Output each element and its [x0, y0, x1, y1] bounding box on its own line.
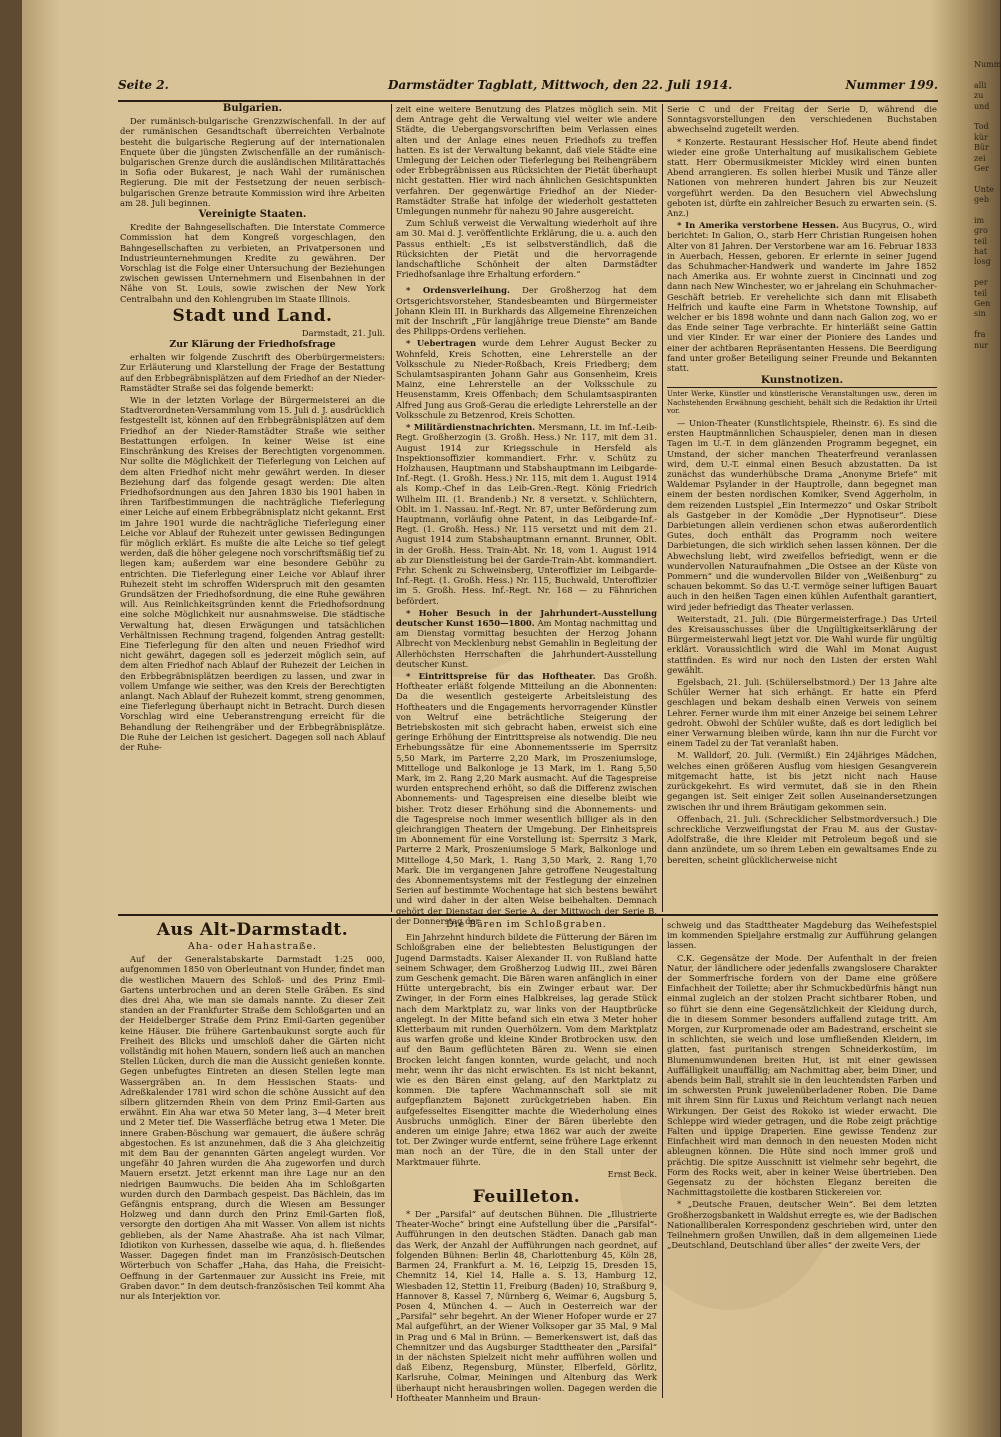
article-staaten: Kredite der Bahngesellschaften. Die Interstate Commerce Commission hat dem Kongreß vorgeschlagen, den Bahngesellschaften zu verbieten, an Privatpersonen und Industrieunternehmungen Kredite zu gewähren. Der Vorschlag ist die Folge einer Untersuchung der Beziehungen zwischen gewissen Unternehmern und Eisenbahnen in der Nähe von St. Louis, sowie zwischen der New York Centralbahn und den Kohlengruben im Staate Illinois. [120, 222, 385, 304]
article-weiterstadt: Weiterstadt, 21. Juli. (Die Bürgermeisterfrage.) Das Urteil des Kreisausschusses über die Ungültigkeitserklärung der Bürgermeisterwahl liegt jetzt vor. Die Wahl wurde für ungültig erklärt. Voraussichtlich wird die Wahl im Monat August stattfinden. Es wird nur noch den Listen der ersten Wahl gewählt. [667, 613, 937, 675]
column-1 [120, 104, 385, 912]
page-number: Seite 2. [118, 78, 169, 92]
article-title-militaer: * Militärdienstnachrichten. [406, 422, 536, 433]
article-title-uebertragen: * Uebertragen [406, 338, 477, 349]
section-title-stadt-und-land: Stadt und Land. [172, 305, 333, 326]
article-mode: C.K. Gegensätze der Mode. Der Aufenthalt in der freien Natur, der ländlichere oder jedenfalls zwangslosere Charakter der Sommerfrische fordern von der Dame eine größere Einfachheit der Toilette; aber ihr Schmuckbedürfnis hängt nun einmal zugleich an der stolzen Pracht sichtbarer Roben, und so führt sie denn eine Gegensätzlichkeit der Kleidung durch, die in diesem Sommer besonders auffallend zutage tritt. Am Morgen, zur Kurpromenade oder am Badestrand, erscheint sie in schlichten, sie weich und lose umfließenden Kleidern, im glatten, fast puritanisch strengen Schneiderkostüm, im Blumenumwundenen breiten Hut, ist mit einer gewissen Auffälligkeit unauffällig; am Nachmittag aber, beim Diner, und abends beim Ball, strahlt sie in den leuchtendsten Farben und im schwersten Prunk juwelenüberladener Roben. Die Dame mit ihrem Sinn für Luxus und Reichtum verlangt nach neuen Wirkungen. Der Geist des Rokoko ist wieder erwacht. Die Schleppe wird wieder getragen, und die Robe zeigt prächtige Falten und üppige Draperien. Eine gewisse Tendenz zur Einfachheit wird man dennoch in den neuesten Moden nicht ableugnen können. Die Hüte sind noch immer groß und prächtig. Die spitze Ausschnitt ist vielmehr sehr begehrt, die Form des Rocks weit, aber in keiner Weise übertrieben. Den Gegensatz zu der höchsten Eleganz bereiten die Nachmittagstoilette die kostbaren Stickereien vor. [667, 952, 937, 1198]
article-bulgarien: Der rumänisch-bulgarische Grenzzwischenfall. In der auf der rumänischen Gesandtschaft überreichten Verbalnote besteht die bulgarische Regierung auf der internationalen Enquete über die jüngsten Zwischenfälle an der rumänisch-bulgarischen Grenze durch die ausländischen Militärattachés in Sofia oder Bukarest, je nach Wahl der rumänischen Regierung. Die mit der Festsetzung der neuen serbisch-bulgarischen Grenze betraute Kommission wird ihre Arbeiten am 28. Juli beginnen. [120, 116, 385, 208]
section-title-feuilleton: Feuilleton. [472, 1187, 581, 1208]
article-title-amerika: * In Amerika verstorbene Hessen. [677, 220, 839, 231]
column-rule [391, 104, 392, 912]
article-title-friedhof: Zur Klärung der Friedhofsfrage [169, 339, 336, 351]
next-page-edge [968, 0, 1000, 1437]
section-title-bulgarien: Bulgarien. [222, 103, 283, 114]
article-offenbach: Offenbach, 21. Juli. (Schrecklicher Selbstmordversuch.) Die schreckliche Verzweiflungstat der Frau M. aus der Gustav-Adolfstraße, die ihre Kleider mit Petroleum begoß und sie dann anzündete, um so ihrem Leben ein gewaltsames Ende zu bereiten, scheint glücklicherweise nicht [667, 813, 937, 865]
article-amerika: Aus Bucyrus, O., wird berichtet: In Galion, O., starb Herr Christian Rungeisen hohen Alter von 81 Jahren. Der Verstorbene war am 16. Februar 1833 in Auerbach, Hessen, geboren. Er erlernte in seiner Jugend das Schuhmacher-Handwerk und wanderte im Jahre 1852 nach Amerika aus. Er wohnte zuerst in Cincinnati und zog dann nach New Winchester, wo er jahrelang ein Schuhmacher-Geschäft betrieb. Er verehelichte sich dann mit Elisabeth Helfrich und kaufte eine Farm in Whetstone Township, auf welcher er bis 1898 wohnte und dann nach Galion zog, wo er das Ende seiner Tage verbrachte. Er hinterläßt seine Gattin und vier Kinder. Er war einer der Pioniere des Landes und einer der achtbaren Repräsentanten Hessens. Die Beerdigung fand unter großer Beteiligung seiner Freunde und Bekannten statt. [667, 220, 937, 374]
article-parsifal-continued: schweig und das Stadttheater Magdeburg das Weihefestspiel im kommenden Spieljahre erstmalig zur Aufführung gelangen lassen. [667, 920, 937, 951]
lower-column-3 [667, 920, 937, 1398]
page-header [118, 78, 938, 102]
article-friedhof-intro: erhalten wir folgende Zuschrift des Oberbürgermeisters: Zur Erläuterung und Klarstellung der Frage der Bestattung auf den Erbbegräbnisplätzen auf dem Friedhof an der Nieder-Ramstädter Straße sei das folgende bemerkt: [120, 352, 385, 393]
article-eintritt-continued: Serie C und der Freitag der Serie D, während die Sonntagsvorstellungen den verschiedenen Buchstaben abwechselnd zugeteilt werden. [667, 104, 937, 135]
article-besuch: Am Montag nachmittag und am Dienstag vormittag besuchten der Herzog Johann Albrecht von Mecklenburg nebst Gemahlin in Begleitung der Allerhöchsten Herrschaften die Jahrhundert-Ausstellung deutscher Kunst. [396, 617, 657, 669]
kunst-disclaimer: Unter Werke, Künstler und künstlerische Veranstaltungen usw., deren im Nachstehenden Erwähnung geschieht, behält sich die Redaktion ihr Urteil vor. [667, 390, 937, 416]
column-rule [391, 918, 392, 1398]
article-baeren: Ein Jahrzehnt hindurch bildete die Fütterung der Bären im Schloßgraben eine der beliebtesten Belustigungen der Jugend Darmstadts. Kaiser Alexander II. von Rußland hatte seinem Schwager, dem Großherzog Ludwig III., zwei Bären zum Geschenk gemacht. Die Bären waren anfänglich in einer Hütte untergebracht, bis ein Zwinger erbaut war. Der Zwinger, in der Form eines Halbkreises, lag gerade Stück nach dem Marktplatz zu, war links von der Hauptbrücke angelegt. In der Mitte befand sich ein etwa 3 Meter hoher Kletterbaum mit runden Querhölzern. Vom dem Marktplatz aus warfen große und kleine Kinder Brotbrocken usw. den auf den Baum geflüchteten Bären zu. Wenn sie einen Brocken leicht fangen konnten, wurde gelacht, und noch mehr, wenn ihr das nicht erwischten. Es ist nicht bekannt, wie es den Bären einst gelang, auf den Marktplatz zu kommen. Die tapfere Wachmannschaft soll sie mit aufgepflanztem Bajonett zurückgetrieben haben. Ein aufgefesseltes Eisengitter machte die Wiederholung eines Ausbruchs unmöglich. Einer der Bären überlebte den anderen um einige Jahre; etwa 1862 war auch der zweite tot. Der Zwinger wurde entfernt, seine frühere Lage erkennt man noch an der Türe, die in den Stall unter der Marktmauer führte. [396, 932, 657, 1167]
next-page-text: Numm alli zu und Tod kür Bür zei Ger Unte geb im gro teil hat losg per teil Gen sin fra nur [974, 60, 1001, 350]
column-rule [662, 918, 663, 1398]
article-alt-darmstadt: Auf der Generalstabskarte Darmstadt 1:25 000, aufgenommen 1850 von Oberleutnant von Hunder, findet man die westlichen Mauern des Schloß- und des Prinz Emil-Gartens unterbrochen und an deren Stelle Gräben. Es sind dies drei Aha, wie man sie damals nannte. Zu dieser Zeit standen an der Frankfurter Straße dem Schloßgarten und an der Heidelberger Straße dem Prinz Emil-Garten gegenüber keine Häuser. Die frühere Gartenbaukunst sorgte auch für Freiheit des Blicks und umschloß daher die Gärten nicht vollständig mit hohen Mauern, sondern ließ auch an manchen Stellen Lücken, durch die man die Aussicht genießen konnte. Gegen unbefugtes Eintreten an diesen Stellen legte man Wassergräben an. In dem Hessischen Staats- und Adreßkalender 1781 wird schon die schöne Aussicht auf den silbern glitzernden Rhein von dem Prinz Emil-Garten aus erwähnt. Ein Aha war etwa 50 Meter lang, 3—4 Meter breit und 2 Meter tief. Die Wasserfläche betrug etwa 1 Meter. Die innere Graben-Böschung war gemauert, die äußere schräg abgestochen. Es ist anzunehmen, daß die 3 Aha gleichzeitig mit dem Bau der genannten Gärten angelegt wurden. Vor ungefähr 40 Jahren wurden die Aha zugeworfen und durch Mauern ersetzt. Jetzt erkennt man ihre Lage nur an den niedrigen Baumwuchs. Die beiden Aha im Schloßgarten wurden durch den Darmbach gespeist. Das Bächlein, das im Gefängnis entsprang, durch die Wiesen am Bessunger Holzweg und dann durch den Prinz Emil-Garten floß, versorgte den dortigen Aha mit Wasser. Von allem ist nichts geblieben, als der Name Ahastraße. Aha ist nach Vilmar, Idiotikon von Kurhessen, dasselbe wie aqua, d. h. fließendes Wasser. Dagegen findet man im Französisch-Deutschen Wörterbuch von Schaffer „Haha, das Haha, die Freisicht-Oeffnung in der Gartenmauer zur Aussicht ins Freie, mit Graben davor.“ In dem deutsch-französischen Teil kommt Aha nur als Interjektion vor. [120, 954, 385, 1301]
lower-column-1 [120, 920, 385, 1398]
masthead: Darmstädter Tagblatt, Mittwoch, den 22. Juli 1914. [388, 78, 733, 92]
dateline: Darmstadt, 21. Juli. [301, 327, 385, 338]
article-militaer: Mersmann, Lt. im Inf.-Leib-Regt. Großherzogin (3. Großh. Hess.) Nr. 117, mit dem 31. August 1914 zur Kriegsschule in Hersfeld als Inspektionsoffizier kommandiert. Frhr. v. Schütz zu Holzhausen, Hauptmann und Stabshauptmann im Leibgarde-Inf.-Regt. (1. Großh. Hess.) Nr. 115, mit dem 1. August 1914 als Komp.-Chef in das Leib-Gren.-Regt. König Friedrich Wilhelm III. (1. Brandenb.) Nr. 8 versetzt. v. Schlüchtern, Oblt. im 1. Nassau. Inf.-Regt. Nr. 87, unter Beförderung zum Hauptmann, vorläufig ohne Patent, in das Leibgarde-Inf.-Regt. (1. Großh. Hess.) Nr. 115 versetzt und mit dem 21. August 1914 zum Stabshauptmann ernannt. Brunner, Oblt. in der Großh. Hess. Train-Abt. Nr. 18, vom 1. August 1914 ab zur Dienstleistung bei der Garde-Train-Abt. kommandiert. Frhr. Schenk zu Schweinsberg, Unteroffizier im Leibgarde-Inf.-Regt. (1. Großh. Hess.) Nr. 115, Buchwald, Unteroffizier im 5. Großh. Hess. Inf.-Regt. Nr. 168 — zu Fähnrichen befördert. [396, 422, 658, 606]
article-egelsbach: Egelsbach, 21. Juli. (Schülerselbstmord.) Der 13 Jahre alte Schüler Werner hat sich erhängt. Er hatte ein Pferd geschlagen und bekam deshalb einen Verweis von seinem Lehrer. Ferner wurde ihm mit einer Anzeige bei seinem Lehrer gedroht. Obwohl der Schüler wußte, daß es dort lediglich bei einer Verwarnung bleiben würde, kann ihn nur die Furcht vor einem Tadel zu der Tat veranlaßt haben. [667, 677, 937, 749]
section-title-kunstnotizen: Kunstnotizen. [667, 375, 937, 388]
column-rule [662, 104, 663, 912]
article-title-baeren: Die Bären im Schloßgraben. [446, 919, 607, 930]
article-walldorf: M. Walldorf, 20. Juli. (Vermißt.) Ein 24jähriges Mädchen, welches einen größeren Ausflug vom hiesigen Gesangverein mitgemacht hatte, ist bis jetzt nicht nach Hause zurückgekehrt. Es wird vermutet, daß sie in den Rhein gegangen ist. Seit einiger Zeit sollen Auseinandersetzungen zwischen ihr und ihrem Bräutigam gekommen sein. [667, 750, 937, 812]
article-parsifal: * Der „Parsifal“ auf deutschen Bühnen. Die „Illustrierte Theater-Woche“ bringt eine Aufstellung über die „Parsifal“-Aufführungen in den deutschen Städten. Danach gab man das Werk, der Anzahl der Aufführungen nach geordnet, auf folgenden Bühnen: Berlin 48, Charlottenburg 45, Köln 28, Barmen 24, Frankfurt a. M. 16, Leipzig 15, Dresden 15, Chemnitz 14, Kiel 14, Halle a. S. 13, Hamburg 12, Wiesbaden 12, Stettin 11, Freiburg (Baden) 10, Straßburg 9, Hannover 8, Kassel 7, Nürnberg 6, Weimar 6, Augsburg 5, Posen 4, München 4. — Auch in Oesterreich war der „Parsifal“ sehr begehrt. An der Wiener Hofoper wurde er 27 Mal aufgeführt, an der Wiener Volksoper gar 35 Mal, 9 Mal in Prag und 6 Mal in Brünn. — Bemerkenswert ist, daß das Chemnitzer und das Augsburger Stadttheater den „Parsifal“ in der nächsten Spielzeit nicht mehr aufführen wollen und daß Eibenz, Regensburg, Münster, Elberfeld, Görlitz, Karlsruhe, Colmar, Meiningen und Altenburg das Werk überhaupt nicht herausbringen wollen. Dagegen werden die Hoftheater Mannheim und Braun- [396, 1209, 657, 1403]
article-friedhof-closing: Zum Schluß verweist die Verwaltung wiederholt auf ihre am 30. Mai d. J. veröffentlichte Erklärung, die u. a. auch den Passus enthielt: „Es ist selbstverständlich, daß die Rücksichten der Pietät und die hervorragende landschaftliche Schönheit der alten Darmstädter Friedhofsanlage ihre Erhaltung erfordern.“ [396, 218, 657, 280]
section-title-staaten: Vereinigte Staaten. [198, 209, 307, 221]
lower-column-2 [396, 919, 657, 1403]
section-title-alt-darmstadt: Aus Alt-Darmstadt. [156, 920, 349, 940]
book-binding [0, 0, 22, 1437]
author-signature: Ernst Beck. [607, 1168, 657, 1179]
article-subtitle-aha: Aha- oder Hahastraße. [187, 941, 318, 952]
article-title-eintritt: * Eintrittspreise für das Hoftheater. [406, 670, 596, 681]
article-orden: Der Großherzog hat dem Ortsgerichtsvorsteher, Standesbeamten und Bürgermeister Johann Klein III. in Burkhards das Allgemeine Ehrenzeichen mit der Inschrift „Für langjährige treue Dienste“ am Bande des Philipps-Ordens verliehen. [396, 285, 657, 337]
issue-number: Nummer 199. [845, 78, 938, 92]
article-title-orden: * Ordensverleihung. [406, 285, 510, 296]
article-title-besuch: * Hoher Besuch in der Jahrhundert-Ausstellung deutscher Kunst 1650—1800. [396, 607, 657, 628]
article-konzerte: * Konzerte. Restaurant Hessischer Hof. Heute abend findet wieder eine große Unterhaltung auf musikalischem Gebiete statt. Herr Obermusikmeister Mickley wird einen bunten Abend arrangieren. Es sollen hierbei Musik und Tänze aller Nationen von mehreren hundert Jahren bis zur Neuzeit vorgeführt werden. Da den Besuchern viel Abwechslung geboten ist, dürfte ein zahlreicher Besuch zu erwarten sein. (S. Anz.) [667, 136, 937, 219]
article-uebertragen: wurde dem Lehrer August Becker zu Wohnfeld, Kreis Schotten, eine Lehrerstelle an der Volksschule zu Nieder-Roßbach, Kreis Friedberg; dem Schulamtsaspiranten Johann Gahr aus Gonsenheim, Kreis Mainz, eine Lehrerstelle an der Volksschule zu Heusenstamm, Kreis Offenbach; dem Schulamtsaspiranten Alfred Jung aus Groß-Gerau die erledigte Lehrerstelle an der Volksschule zu Betzenrod, Kreis Schotten. [396, 338, 657, 420]
article-deutsche-frauen: * „Deutsche Frauen, deutscher Wein“. Bei dem letzten Großherzogsbankett in Waldshut erregte es, wie der Badischen Nationalliberalen Korrespondenz geschrieben wird, unter den Teilnehmern großen Unwillen, daß in dem allgemeinen Liede „Deutschland, Deutschland über alles“ der zweite Vers, der [667, 1199, 937, 1251]
article-eintritt: Das Großh. Hoftheater erläßt folgende Mitteilung an die Abonnenten: Da die wesentlich gesteigerte Arbeitsleistung des Hoftheaters und die Engagements hervorragender Künstler von Weltruf eine beträchtliche Steigerung der Betriebskosten mit sich gebracht haben, erweist sich eine geringe Erhöhung der Eintrittspreise als notwendig. Die neu Erhebungssätze für eine Abonnementsserie im Sperrsitz 5,50 Mark, im Parterre 2,20 Mark, im Proszeniumsloge, Mittelloge und Balkonloge je 13 Mark, im 1. Rang 5,50 Mark, im 2. Rang 2,20 Mark ausmacht. Auf die Tagespreise wurden entsprechend erhöht, so daß die Differenz zwischen Abonnements- und Tagespreisen eine dieselbe bleibt wie bisher. Trotz dieser Erhöhung sind die Abonnements- und die Tagespreise noch immer wesentlich billiger als in den gleichrangigen Theatern der Umgebung. Der Einheitspreis im Abonnement für eine Vorstellung ist: Sperrsitz 3 Mark, Parterre 2 Mark, Proszeniumsloge 5 Mark, Balkonloge und Mittelloge 4,50 Mark, 1. Rang 3,50 Mark, 2. Rang 1,70 Mark. Die im vergangenen Jahre getroffene Neugestaltung des Abonnementsystems mit der Festlegung der einzelnen Serien auf bestimmte Wochentage hat sich bestens bewährt und wird daher in der alten Weise beibehalten. Demnach gehört der Dienstag der Serie A, der Mittwoch der Serie B, der Donnerstag der [396, 670, 657, 926]
article-friedhof-continued: zeit eine weitere Benutzung des Platzes möglich sein. Mit dem Antrage geht die Verwaltung viel weiter wie andere Städte, die Uebergangsvorschriften beim Verlassen eines alten und der Anlage eines neuen Friedhofs zu treffen hatten. Es ist der Verwaltung bekannt, daß viele Städte eine Umlegung der Leichen oder Tieferlegung bei Reihengräbern oder Erbbegräbnissen aus Rücksichten der Pietät überhaupt nicht gestatten. Hier wird nach ähnlichen Gesichtspunkten verfahren. Der gegenwärtige Friedhof an der Nieder-Ramstädter Straße hat infolge der wiederholt gestatteten Umlegungen nunmehr für nahezu 90 Jahre ausgereicht. [396, 104, 657, 217]
column-3 [667, 104, 937, 912]
article-union-theater: — Union-Theater (Kunstlichtspiele, Rheinstr. 6). Es sind die ersten Hauptmännlichen Schauspieler, denen man in diesen Tagen im U.-T. in dem glänzenden Programm begegnet, ein Umstand, der sicher manchen Theaterfreund veranlassen wird, dem U.-T. einmal einen Besuch abzustatten. Da ist zunächst das wunderhübsche Drama „Anonyme Briefe“ mit Waldemar Psylander in der Hauptrolle, dann begegnet man einem der besten nordischen Komiker, Svend Aggerholm, in dem reizenden Lustspiel „Ein Intermezzo“ und Oskar Stribolt als Gastgeber in der Komödie „Der Hypnotiseur“. Diese Darbietungen allein verdienen schon etwas außerordentlich Gutes, doch enthält das Programm noch weitere Darbietungen, die sich wirklich sehen lassen können. Der die Abwechslung liebt, wird zweifellos befriedigt, wenn er die wundervollen Naturaufnahmen „Die Ostsee an der Küste von Pommern“ und die wundervollen Bilder von „Weißenburg“ zu schauen bekommt. So das U.-T. vermöge seiner luftigen Bauart auch in den heißen Tagen einen kühlen Aufenthalt garantiert, wird jeder befriedigt das Theater verlassen. [667, 417, 937, 612]
article-friedhof-body: Wie in der letzten Vorlage der Bürgermeisterei an die Stadtverordneten-Versammlung vom 15. Juli d. J. ausdrücklich festgestellt ist, können auf den Erbbegräbnisplätzen auf dem Friedhof an der Nieder-Ramstädter Straße wie seither Bestattungen erfolgen. In keiner Weise ist eine Einschränkung des Kreises der Berechtigten vorgenommen. Nur sollte die Möglichkeit der Tieferlegung von Leichen auf dem alten Friedhof nicht mehr gewährt werden. In dieser Beziehung darf das folgende gesagt werden: Die alten Friedhofsordnungen aus den Jahren 1830 bis 1901 haben in ihren Tarifbestimmungen die nachträgliche Tieferlegung einer Leiche auf einem Erbbegräbnisplatz nicht gekannt. Erst im Jahre 1901 wurde die nachträgliche Tieferlegung einer Leiche vor Ablauf der Ruhezeit unter gewissen Bedingungen für möglich erklärt. Es mußte die alte Leiche so tief gelegt werden, daß die höher gelegene noch vorschriftsmäßig tief zu liegen kam; außerdem war eine besondere Gebühr zu entrichten. Die Tieferlegung einer Leiche vor Ablauf ihrer Ruhezeit steht im schroffen Widerspruch mit den gesamten Grundsätzen der Friedhofsordnung, die eine Ruhe gewähren will. Aus Reinlichkeitsgründen kennt die Friedhofsordnung eine solche Möglichkeit nur ausnahmsweise. Die städtische Verwaltung hat, diesen Erwägungen und tatsächlichen Verhältnissen Rechnung tragend, folgenden Antrag gestellt: Eine Tieferlegung für den alten und neuen Friedhof wird nicht gewährt, dagegen soll es jederzeit möglich sein, auf dem alten Friedhof nach Ablauf der Ruhezeit der Leichen in den Erbbegräbnisplätzen beerdigen zu lassen, und zwar in vollem Umfange wie seither, was den Kreis der Berechtigten anlangt. Nach Ablauf der Ruhezeit kommt, streng genommen, eine Tieferlegung überhaupt nicht in Betracht. Durch diesen Vorschlag wird eine Ueberanstrengung erreicht für die Behandlung der Reihengräber und der Erbbegräbnisplätze. Die Ruhe der Leichen ist gesichert. Dagegen soll nach Ablauf der Ruhe- [120, 395, 385, 752]
